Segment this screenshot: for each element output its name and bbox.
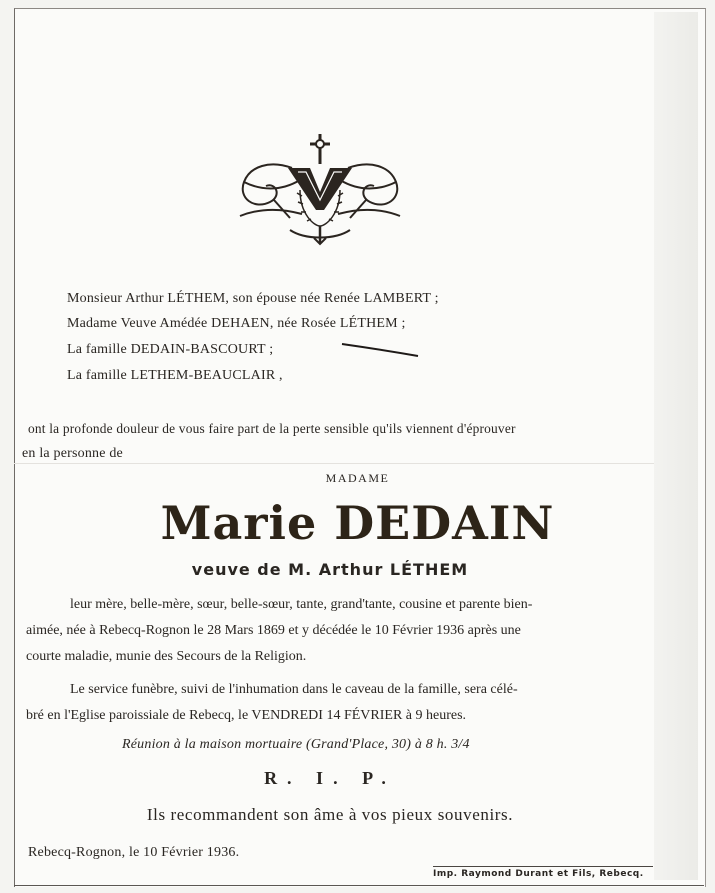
intro-line-2: en la personne de [22, 446, 123, 461]
title-madame: MADAME [325, 471, 390, 485]
place-date: Rebecq-Rognon, le 10 Février 1936. [28, 845, 240, 860]
bottom-border [14, 885, 704, 886]
service-paragraph [26, 677, 640, 729]
intro-line-1: ont la profonde douleur de vous faire part de la perte sensible qu'ils viennent d'éprouver [28, 421, 516, 436]
family-line-2: Madame Veuve Amédée DEHAEN, née Rosée LÉTHEM ; [67, 316, 406, 331]
details-line-1: leur mère, belle-mère, sœur, belle-sœur, tante, grand'tante, cousine et parente bien- [70, 597, 533, 612]
widow-of-line: veuve de M. Arthur LÉTHEM [191, 560, 469, 579]
family-line-3: La famille DEDAIN-BASCOURT ; [67, 342, 274, 357]
family-line-4: La famille LETHEM-BEAUCLAIR , [67, 368, 283, 383]
details-line-2: aimée, née à Rebecq-Rognon le 28 Mars 1869 et y décédée le 10 Février 1936 après une [26, 623, 521, 638]
cross-v-emblem-icon [230, 130, 410, 248]
service-line-2: bré en l'Eglise paroissiale de Rebecq, le VENDREDI 14 FÉVRIER à 9 heures. [26, 708, 467, 723]
reunion-line: Réunion à la maison mortuaire (Grand'Place, 30) à 8 h. 3/4 [122, 737, 470, 752]
details-line-3: courte maladie, munie des Secours de la Religion. [26, 649, 307, 664]
page-shadow [654, 12, 698, 880]
family-line-1: Monsieur Arthur LÉTHEM, son épouse née Renée LAMBERT ; [67, 291, 439, 306]
ink-stroke [340, 340, 420, 358]
details-paragraph [26, 592, 640, 670]
service-line-1: Le service funèbre, suivi de l'inhumation dans le caveau de la famille, sera célé- [70, 682, 518, 697]
fold-line [14, 463, 654, 464]
rip: R. I. P. [264, 768, 396, 788]
deceased-name: Marie DEDAIN [160, 496, 555, 550]
recommendation: Ils recommandent son âme à vos pieux souvenirs. [146, 805, 514, 824]
printer-credit: Imp. Raymond Durant et Fils, Rebecq. [433, 866, 653, 879]
